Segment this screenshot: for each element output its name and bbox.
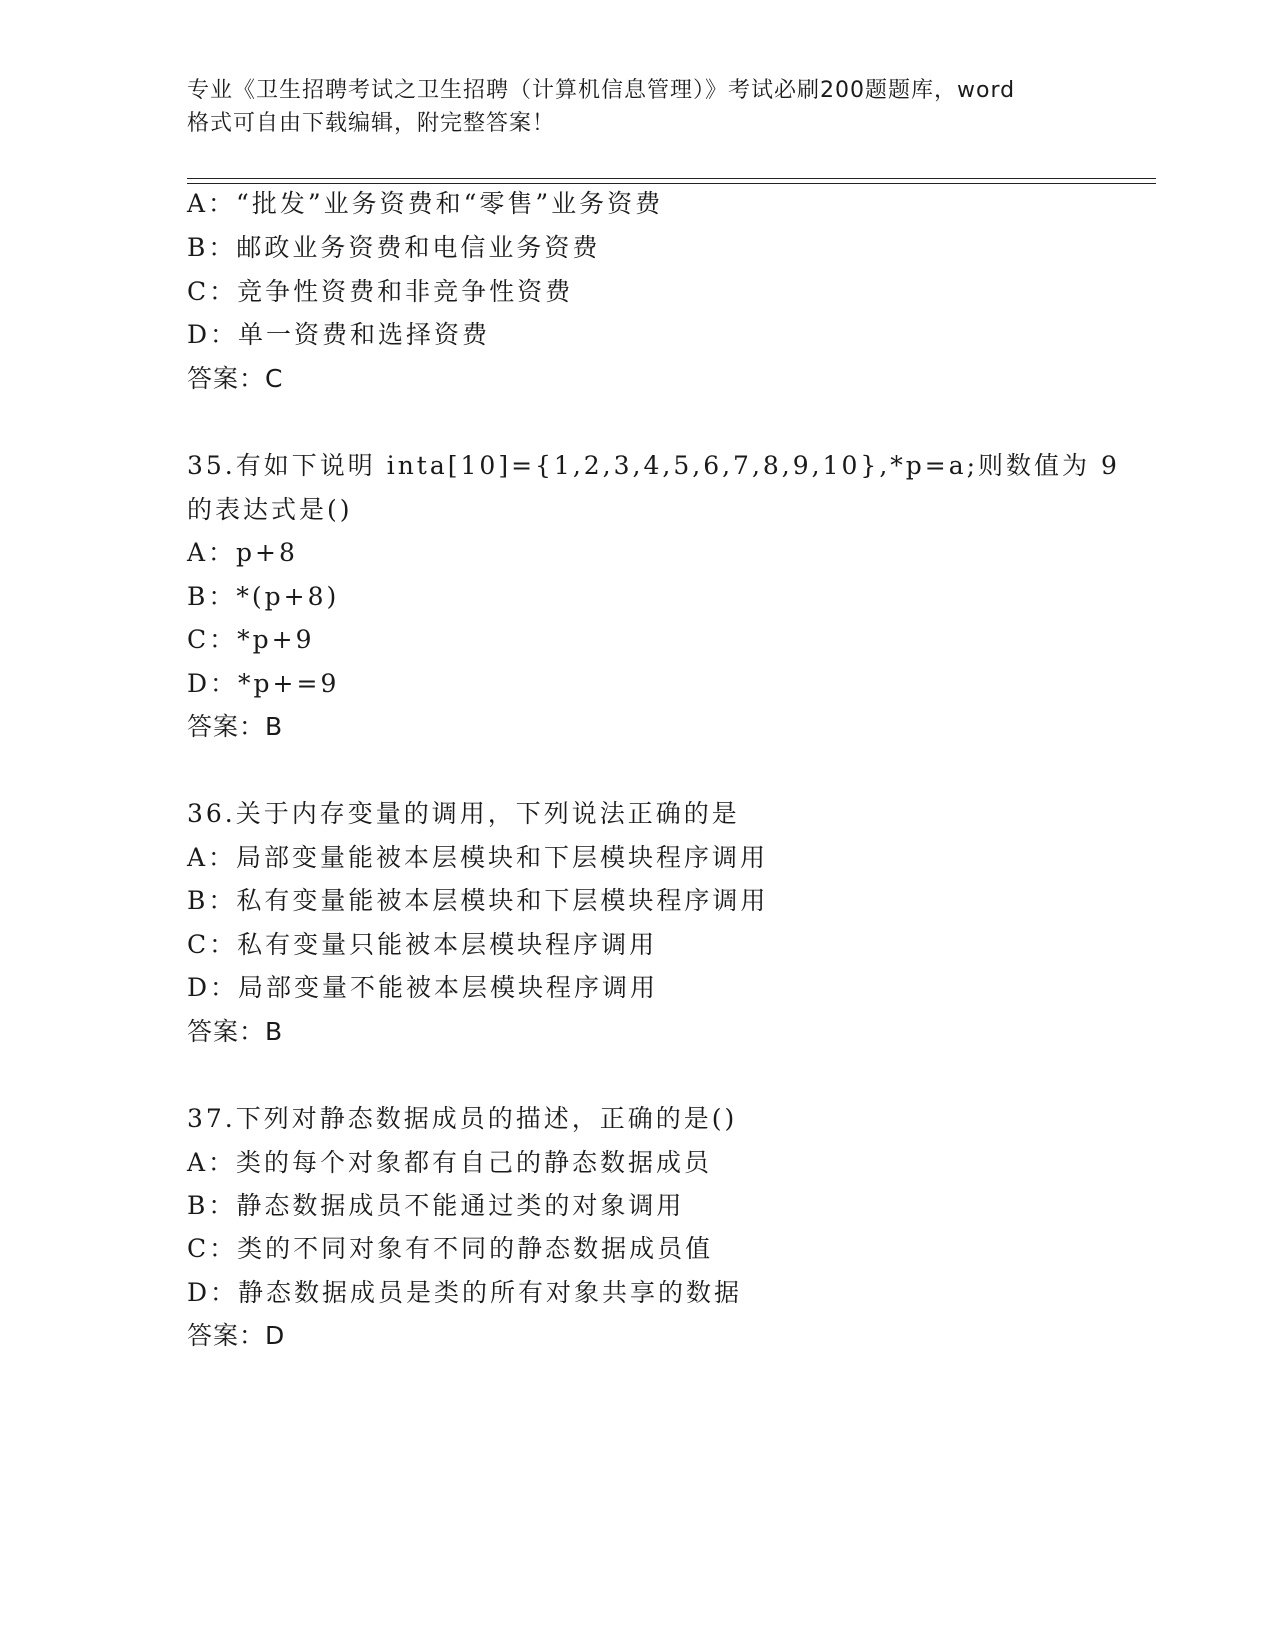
option-b: B：私有变量能被本层模块和下层模块程序调用 [187, 886, 769, 915]
answer-line: 答案：B [187, 712, 284, 741]
option-c: C：私有变量只能被本层模块程序调用 [187, 930, 658, 959]
option-d: D：局部变量不能被本层模块程序调用 [187, 973, 659, 1002]
answer-line: 答案：C [187, 364, 284, 393]
option-c: C：*p+9 [187, 625, 315, 654]
option-c: C：类的不同对象有不同的静态数据成员值 [187, 1234, 714, 1263]
header-line-1: 专业《卫生招聘考试之卫生招聘（计算机信息管理）》考试必刷200题题库，word [187, 78, 1016, 103]
option-a: A：局部变量能被本层模块和下层模块程序调用 [187, 843, 769, 872]
option-b: B：静态数据成员不能通过类的对象调用 [187, 1191, 685, 1220]
header-line-2: 格式可自由下载编辑，附完整答案！ [187, 111, 556, 136]
question-stem: 37.下列对静态数据成员的描述，正确的是() [187, 1104, 738, 1133]
option-d: D：静态数据成员是类的所有对象共享的数据 [187, 1278, 743, 1307]
header-divider-top [187, 178, 1156, 179]
answer-line: 答案：D [187, 1321, 286, 1350]
option-c: C：竞争性资费和非竞争性资费 [187, 277, 574, 306]
option-d: D：单一资费和选择资费 [187, 320, 491, 349]
document-header [187, 74, 1087, 140]
option-b: B：*(p+8) [187, 582, 340, 611]
question-stem: 35.有如下说明 inta[10]={1,2,3,4,5,6,7,8,9,10},*p=a;则数值为 9 [187, 451, 1120, 480]
header-divider-bottom [187, 183, 1156, 184]
option-d: D：*p+=9 [187, 669, 340, 698]
option-b: B：邮政业务资费和电信业务资费 [187, 233, 601, 262]
option-a: A：类的每个对象都有自己的静态数据成员 [187, 1148, 713, 1177]
option-a: A：“批发”业务资费和“零售”业务资费 [187, 189, 664, 218]
question-stem: 36.关于内存变量的调用，下列说法正确的是 [187, 799, 740, 828]
question-stem-continued: 的表达式是() [187, 495, 353, 524]
answer-line: 答案：B [187, 1017, 284, 1046]
option-a: A：p+8 [187, 538, 298, 567]
